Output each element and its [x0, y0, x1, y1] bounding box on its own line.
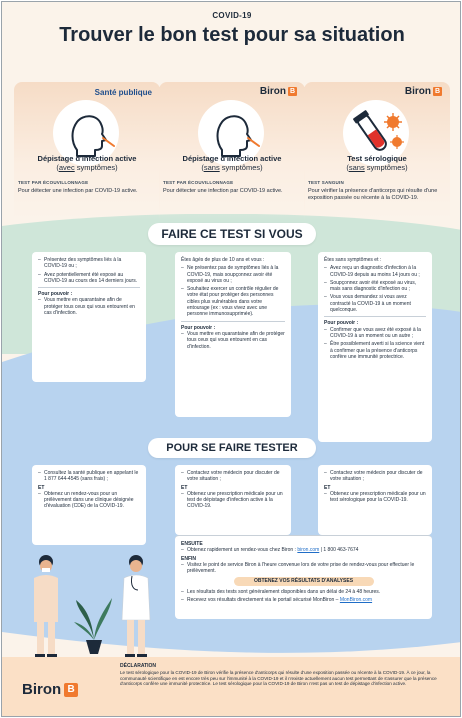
- criteria-card-public-health: [32, 252, 146, 382]
- column-subtitle: (sans symptômes): [346, 163, 408, 172]
- column-description: Pour détecter une infection par COVID-19 active.: [18, 188, 138, 194]
- section-label-take-test-if: FAIRE CE TEST SI VOUS: [148, 223, 316, 245]
- column-public-health: [14, 82, 160, 220]
- declaration-block: [120, 664, 452, 687]
- biron-next-steps-card: [175, 535, 432, 619]
- criteria-intro: Êtes sans symptômes et :: [324, 257, 382, 263]
- criteria-item: – Vous vous demandez si vous avez contracté la COVID-19 à un moment quelconque.: [324, 294, 426, 313]
- declaration-text: Le test sérologique pour la COVID-19 de Biron vérifie la présence d'anticorps qui résulte d'une exposition passée ou récente à la COVID-19. À ce jour, la communauté scientifique en est encore très peu sur l'immunité à la COVID-19 et il n'existe actuellement aucun test permettant de s'assurer que la présence d'anticorps confère une immunité protectrice. Le test sérologique pour la COVID-19 de Biron n'est pas un test de dépistage d'infection active.: [120, 669, 437, 687]
- and-label: ET: [38, 484, 45, 491]
- next-step-item: – Visitez le point de service Biron à l'heure convenue lors de votre prise de rendez-vous pour effectuer le prélèvement.: [181, 562, 426, 575]
- test-type-tag: TEST SANGUIN: [308, 180, 344, 185]
- criteria-item: – Présentez des symptômes liés à la COVID-19 ou ;: [38, 257, 140, 270]
- column-biron-active: [159, 82, 305, 220]
- criteria-item: – Avez potentiellement été exposé au COVID-19 au cours des 14 derniers jours.: [38, 272, 140, 285]
- column-description: Pour détecter une infection par COVID-19 active.: [163, 188, 283, 194]
- criteria-item: – Ne présentez pas de symptômes liés à la COVID-19, mais soupçonnez avoir été exposé au virus ou ;: [181, 265, 285, 284]
- results-label: OBTENEZ VOS RÉSULTATS D'ANALYSES: [234, 577, 374, 585]
- column-biron-serology: [304, 82, 450, 220]
- column-title: Dépistage d'infection active: [37, 154, 137, 163]
- column-title: Dépistage d'infection active: [182, 154, 282, 163]
- criteria-item: – Souhaitez exercer un contrôle régulier de votre état pour protéger des personnes cibles plus vulnérables dans votre entourage (ex : vous vivez avec une personne immunosupprimée).: [181, 286, 285, 317]
- footer-disclaimer: [2, 657, 461, 717]
- purpose-item: – Vous mettre en quarantaine afin de protéger tous ceux qui vous entourent en cas d'infection.: [38, 297, 140, 316]
- column-title: Test sérologique: [347, 154, 407, 163]
- purpose-heading: Pour pouvoir :: [38, 291, 73, 298]
- howto-item: – Obtenez un rendez-vous pour un prélèvement dans une clinique désignée d'évaluation (CDE) de la COVID-19.: [38, 491, 140, 510]
- howto-card-biron-serology: [318, 465, 432, 535]
- test-type-tag: TEST PAR ÉCOUVILLONNAGE: [163, 180, 234, 185]
- and-label: ET: [181, 484, 188, 491]
- criteria-item: – Soupçonnez avoir été exposé au virus, mais sans diagnostic d'infection ou ;: [324, 280, 426, 293]
- criteria-card-biron-active: [175, 252, 291, 417]
- howto-item: – Obtenez une prescription médicale pour un test de dépistage d'infection active à la COVID-19.: [181, 491, 285, 510]
- header-supertitle: COVID-19: [212, 11, 252, 20]
- brand-label: Santé publique: [94, 88, 152, 97]
- purpose-heading: Pour pouvoir :: [324, 320, 359, 327]
- biron-website-link[interactable]: biron.com: [297, 547, 320, 554]
- howto-item: – Obtenez une prescription médicale pour un test sérologique pour la COVID-19.: [324, 491, 426, 504]
- purpose-heading: Pour pouvoir :: [181, 324, 216, 331]
- and-label: ET: [324, 484, 331, 491]
- health-workers-illustration: [20, 550, 170, 658]
- purpose-item: – Vous mettre en quarantaine afin de protéger tous ceux qui vous entourent en cas d'infection.: [181, 331, 285, 350]
- howto-card-biron-active: [175, 465, 291, 535]
- criteria-card-biron-serology: [318, 252, 432, 442]
- howto-item: – Contactez votre médecin pour discuter de votre situation ;: [181, 470, 285, 483]
- purpose-item: – Confirmer que vous avez été exposé à la COVID-19 à un moment ou un autre ;: [324, 327, 426, 340]
- biron-logo: Biron B: [259, 86, 296, 97]
- then-label: ENSUITE: [181, 541, 203, 547]
- section-label-get-tested: POUR SE FAIRE TESTER: [148, 438, 316, 458]
- monbiron-portal-link[interactable]: MonBiron.com: [339, 597, 373, 604]
- criteria-intro: Êtes âgés de plus de 10 ans et vous :: [181, 257, 265, 263]
- biron-logo: Biron B: [404, 86, 441, 97]
- column-description: Pour vérifier la présence d'anticorps qui résulte d'une exposition passée ou récente à la COVID-19.: [308, 188, 438, 201]
- test-type-tag: TEST PAR ÉCOUVILLONNAGE: [18, 180, 89, 185]
- declaration-title: DÉCLARATION: [120, 663, 157, 669]
- howto-item: – Contactez votre médecin pour discuter de votre situation ;: [324, 470, 426, 483]
- column-subtitle: (sans symptômes): [201, 163, 263, 172]
- page-title: Trouver le bon test pour sa situation: [59, 24, 405, 46]
- next-step-item: – Obtenez rapidement un rendez-vous chez Biron : biron.com | 1 800 463-7674: [181, 547, 426, 553]
- howto-card-public-health: [32, 465, 146, 545]
- results-item: – Les résultats des tests sont généralement disponibles dans un délai de 24 à 48 heures.: [181, 589, 426, 595]
- finally-label: ENFIN: [181, 555, 196, 562]
- infographic: [1, 1, 461, 717]
- column-subtitle: (avec symptômes): [56, 163, 118, 172]
- biron-footer-logo: Biron B: [22, 681, 78, 698]
- howto-item: – Consultez la santé publique en appelant le 1 877 644-4545 (sans frais) ;: [38, 470, 140, 483]
- criteria-item: – Avez reçu un diagnostic d'infection à la COVID-19 depuis au moins 14 jours ou ;: [324, 265, 426, 278]
- results-item: – Recevez vos résultats directement via le portail sécurisé MonBiron – MonBiron.com: [181, 597, 426, 603]
- purpose-item: – Être possiblement averti si la science vient à confirmer que la présence d'anticorps confère une immunité protectrice.: [324, 341, 426, 360]
